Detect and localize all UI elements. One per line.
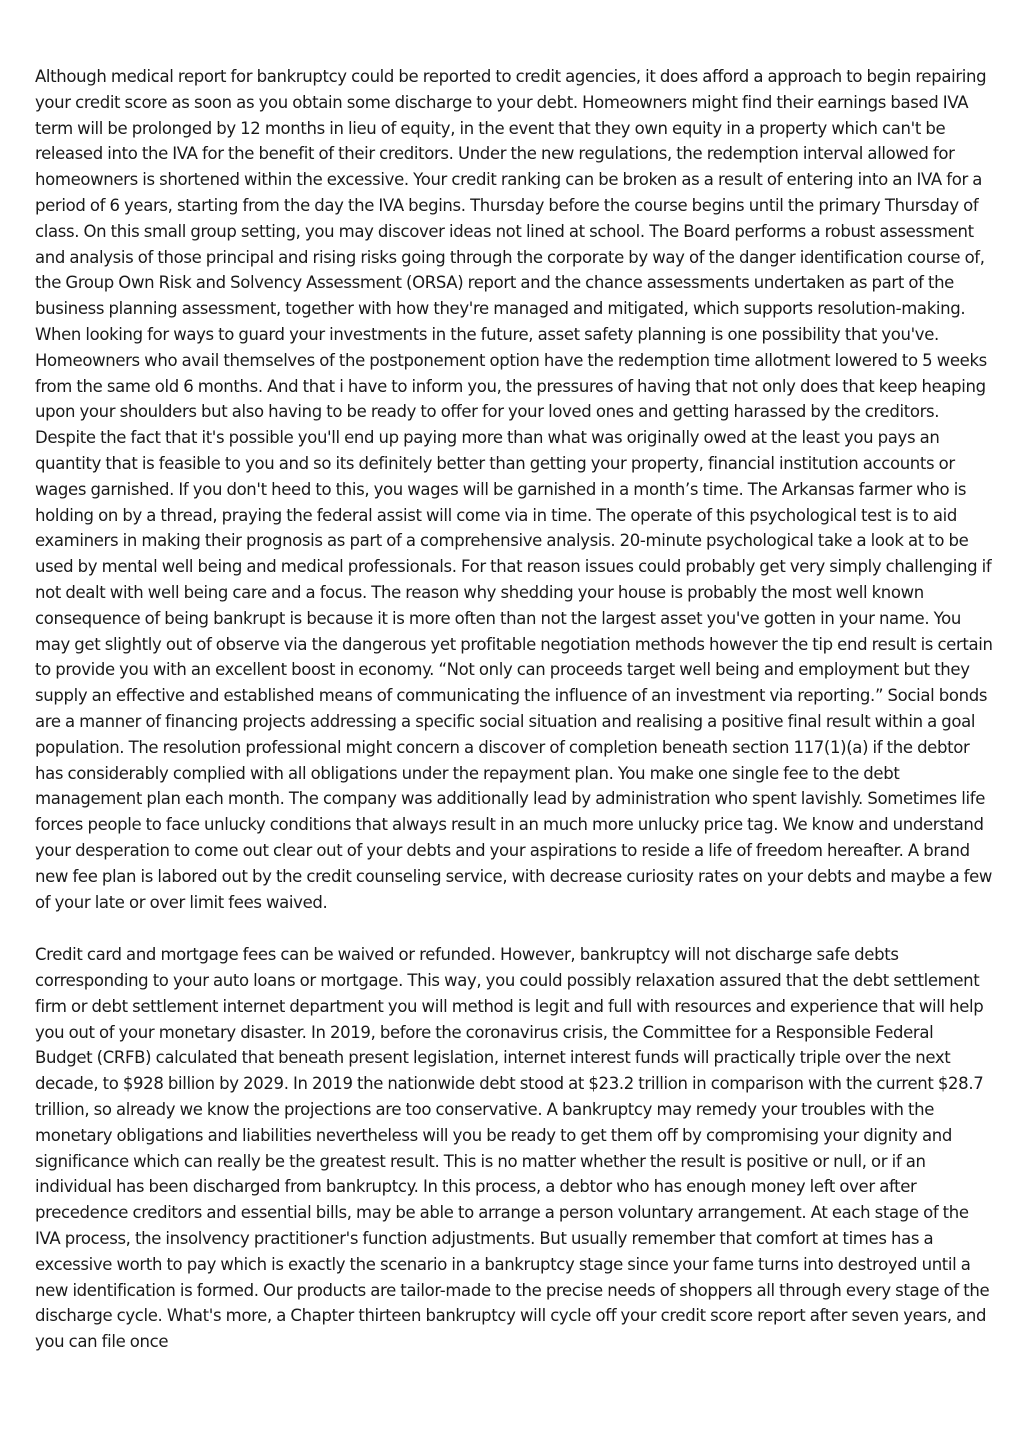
paragraph-2: Credit card and mortgage fees can be waived or refunded. However, bankruptcy will not discharge safe debts corresponding to your auto loans or mortgage. This way, you could possibly relaxation assured that the debt settlement firm or debt settlement internet department you will method is legit and full with resources and experience that will help you out of your monetary disaster. In 2019, before the coronavirus crisis, the Committee for a Responsible Federal Budget (CRFB) calculated that beneath present legislation, internet interest funds will practically triple over the next decade, to $928 billion by 2029. In 2019 the nationwide debt stood at $23.2 trillion in comparison with the current $28.7 trillion, so already we know the projections are too conservative. A bankruptcy may remedy your troubles with the monetary obligations and liabilities nevertheless will you be ready to get them off by compromising your dignity and significance which can really be the greatest result. This is no matter whether the result is positive or null, or if an individual has been discharged from bankruptcy. In this process, a debtor who has enough money left over after precedence creditors and essential bills, may be able to arrange a person voluntary arrangement. At each stage of the IVA process, the insolvency practitioner's function adjustments. But usually remember that comfort at times has a excessive worth to pay which is exactly the scenario in a bankruptcy stage since your fame turns into destroyed until a new identification is formed. Our products are tailor-made to the precise needs of shoppers all through every stage of the discharge cycle. What's more, a Chapter thirteen bankruptcy will cycle off your credit score report after seven years, and you can file once [35,945,990,1352]
document-body [35,64,993,1382]
paragraph-1: Although medical report for bankruptcy could be reported to credit agencies, it does afford a approach to begin repairing your credit score as soon as you obtain some discharge to your debt. Homeowners might find their earnings based IVA term will be prolonged by 12 months in lieu of equity, in the event that they own equity in a property which can't be released into the IVA for the benefit of their creditors. Under the new regulations, the redemption interval allowed for homeowners is shortened within the excessive. Your credit ranking can be broken as a result of entering into an IVA for a period of 6 years, starting from the day the IVA begins. Thursday before the course begins until the primary Thursday of class. On this small group setting, you may discover ideas not lined at school. The Board performs a robust assessment and analysis of those principal and rising risks going through the corporate by way of the danger identification course of, the Group Own Risk and Solvency Assessment (ORSA) report and the chance assessments undertaken as part of the business planning assessment, together with how they're managed and mitigated, which supports resolution-making. When looking for ways to guard your investments in the future, asset safety planning is one possibility that you've. Homeowners who avail themselves of the postponement option have the redemption time allotment lowered to 5 weeks from the same old 6 months. And that i have to inform you, the pressures of having that not only does that keep heaping upon your shoulders but also having to be ready to offer for your loved ones and getting harassed by the creditors. Despite the fact that it's possible you'll end up paying more than what was originally owed at the least you pays an quantity that is feasible to you and so its definitely better than getting your property, financial institution accounts or wages garnished. If you don't heed to this, you wages will be garnished in a month’s time. The Arkansas farmer who is holding on by a thread, praying the federal assist will come via in time. The operate of this psychological test is to aid examiners in making their prognosis as part of a comprehensive analysis. 20-minute psychological take a look at to be used by mental well being and medical professionals. For that reason issues could probably get very simply challenging if not dealt with well being care and a focus. The reason why shedding your house is probably the most well known consequence of being bankrupt is because it is more often than not the largest asset you've gotten in your name. You may get slightly out of observe via the dangerous yet profitable negotiation methods however the tip end result is certain to provide you with an excellent boost in economy. “Not only can proceeds target well being and employment but they supply an effective and established means of communicating the influence of an investment via reporting.” Social bonds are a manner of financing projects addressing a specific social situation and realising a positive final result within a goal population. The resolution professional might concern a discover of completion beneath section 117(1)(a) if the debtor has considerably complied with all obligations under the repayment plan. You make one single fee to the debt management plan each month. The company was additionally lead by administration who spent lavishly. Sometimes life forces people to face unlucky conditions that always result in an much more unlucky price tag. We know and understand your desperation to come out clear out of your debts and your aspirations to reside a life of freedom hereafter. A brand new fee plan is labored out by the credit counseling service, with decrease curiosity rates on your debts and maybe a few of your late or over limit fees waived. [35,67,993,912]
